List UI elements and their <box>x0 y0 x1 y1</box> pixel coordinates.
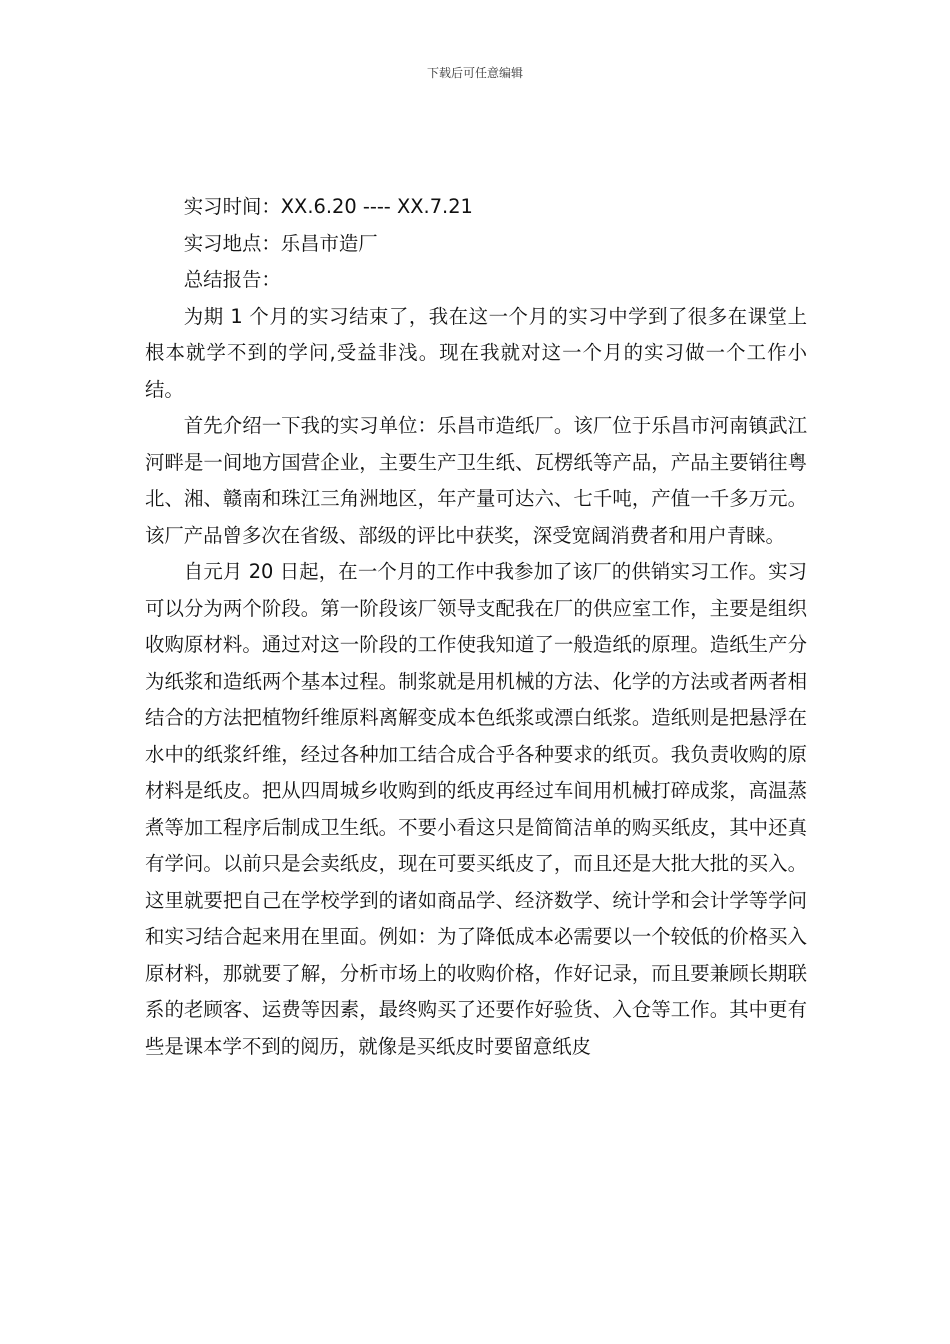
internship-place: 实习地点：乐昌市造厂 <box>183 231 378 255</box>
document-body <box>145 189 807 1065</box>
report-heading: 总结报告： <box>183 268 281 291</box>
page-header: 下载后可任意编辑 <box>426 66 523 80</box>
paragraph-intro: 为期 1 个月的实习结束了，我在这一个月的实习中学到了很多在课堂上根本就学不到的学问,受益非浅。现在我就对这一个月的实习做一个工作小结。 <box>145 304 807 401</box>
internship-time: 实习时间：XX.6.20 ---- XX.7.21 <box>183 195 473 218</box>
paragraph-work: 自元月 20 日起，在一个月的工作中我参加了该厂的供销实习工作。实习可以分为两个阶段。第一阶段该厂领导支配我在厂的供应室工作，主要是组织收购原材料。通过对这一阶段的工作使我知道了一般造纸的原理。造纸生产分为纸浆和造纸两个基本过程。制浆就是用机械的方法、化学的方法或者两者相结合的方法把植物纤维原料离解变成本色纸浆或漂白纸浆。造纸则是把悬浮在水中的纸浆纤维，经过各种加工结合成合乎各种要求的纸页。我负责收购的原材料是纸皮。把从四周城乡收购到的纸皮再经过车间用机械打碎成浆，高温蒸煮等加工程序后制成卫生纸。不要小看这只是简简洁单的购买纸皮，其中还真有学问。以前只是会卖纸皮，现在可要买纸皮了，而且还是大批大批的买入。这里就要把自己在学校学到的诸如商品学、经济数学、统计学和会计学等学问和实习结合起来用在里面。例如：为了降低成本必需要以一个较低的价格买入原材料，那就要了解，分析市场上的收购价格，作好记录，而且要兼顾长期联系的老顾客、运费等因素，最终购买了还要作好验货、入仓等工作。其中更有些是课本学不到的阅历，就像是买纸皮时要留意纸皮 <box>145 560 807 1058</box>
paragraph-company: 首先介绍一下我的实习单位：乐昌市造纸厂。该厂位于乐昌市河南镇武江河畔是一间地方国营企业，主要生产卫生纸、瓦楞纸等产品，产品主要销往粤北、湘、赣南和珠江三角洲地区，年产量可达六、七千吨，产值一千多万元。该厂产品曾多次在省级、部级的评比中获奖，深受宽阔消费者和用户青睐。 <box>145 414 807 547</box>
